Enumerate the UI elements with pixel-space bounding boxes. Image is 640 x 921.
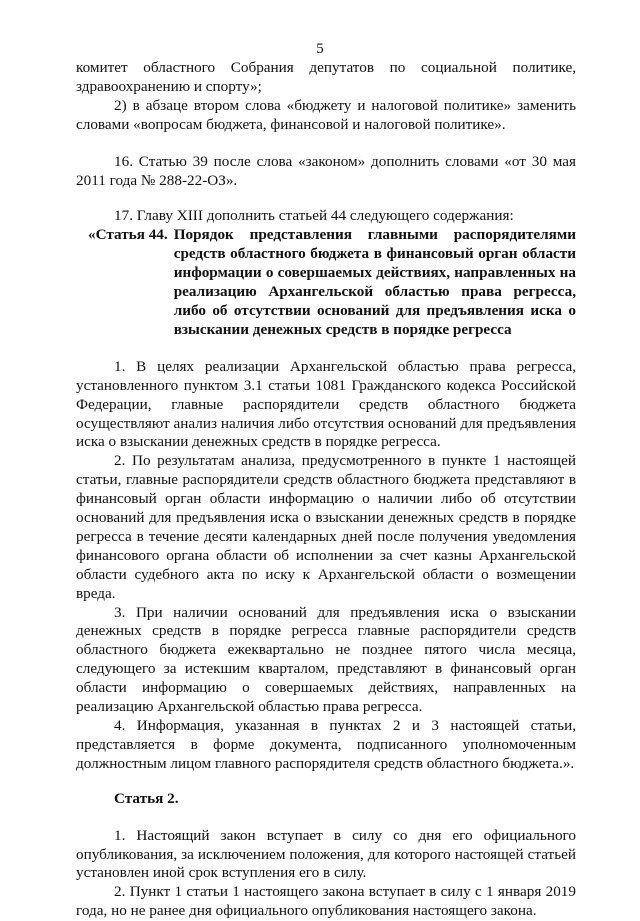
document-body: [76, 59, 576, 921]
article-44-paragraph-4: 4. Информация, указанная в пунктах 2 и 3 настоящей статьи, представляется в форме документа, подписанного уполномоченным должностным лицом главного распорядителя средств областного бюджета.».: [76, 717, 576, 772]
article-44-title: Порядок представления главными распорядителями средств областного бюджета в финансовый орган области информации о совершаемых действиях, направленных на реализацию Архангельской областью права регресса, либо об отсутствии оснований для предъявления иска о взыскании денежных средств в порядке регресса: [173, 226, 576, 338]
article-44-paragraph-1: 1. В целях реализации Архангельской областью права регресса, установленного пунктом 3.1 статьи 1081 Гражданского кодекса Российской Федерации, главные распорядители средств областного бюджета осуществляют анализ наличия либо отсутствия оснований для предъявления иска о взыскании денежных средств в порядке регресса.: [76, 357, 576, 451]
page-number: 5: [316, 41, 324, 57]
intro-paragraph-2: 2) в абзаце втором слова «бюджету и налоговой политике» заменить словами «вопросам бюджета, финансовой и налоговой политике».: [76, 96, 576, 133]
article-2-heading: Статья 2.: [114, 789, 179, 807]
intro-paragraph-1: комитет областного Собрания депутатов по социальной политике, здравоохранению и спорту»;: [76, 59, 576, 95]
article-44-heading: [76, 226, 576, 339]
article-2-paragraph-1: 1. Настоящий закон вступает в силу со дня его официального опубликования, за исключением положения, для которого настоящей статьей установлен иной срок вступления его в силу.: [76, 826, 576, 882]
article-44-paragraph-3: 3. При наличии оснований для предъявления иска о взыскании денежных средств в порядке регресса главные распорядители средств областного бюджета ежеквартально не позднее пятого числа месяца, следующего за истекшим кварталом, представляют в финансовый орган области информацию о совершаемых действиях, направленных на реализацию Архангельской областью права регресса.: [76, 603, 576, 716]
item-17-paragraph: 17. Главу XIII дополнить статьей 44 следующего содержания:: [114, 207, 514, 225]
item-16-paragraph: 16. Статью 39 после слова «законом» дополнить словами «от 30 мая 2011 года № 288-22-ОЗ».: [76, 152, 576, 189]
article-44-paragraph-2: 2. По результатам анализа, предусмотренного в пункте 1 настоящей статьи, главные распорядители средств областного бюджета представляют в финансовый орган области информацию о наличии либо об отсутствии оснований для предъявления иска о взыскании денежных средств в порядке регресса в течение десяти календарных дней после получения уведомления финансового органа области об исполнении за счет казны Архангельской области судебного акта по иску к Архангельской области о возмещении вреда.: [76, 452, 576, 602]
article-44-prefix: «Статья 44.: [88, 226, 168, 244]
article-2-paragraph-2: 2. Пункт 1 статьи 1 настоящего закона вступает в силу с 1 января 2019 года, но не ранее дня официального опубликования настоящего закона.: [76, 883, 576, 920]
